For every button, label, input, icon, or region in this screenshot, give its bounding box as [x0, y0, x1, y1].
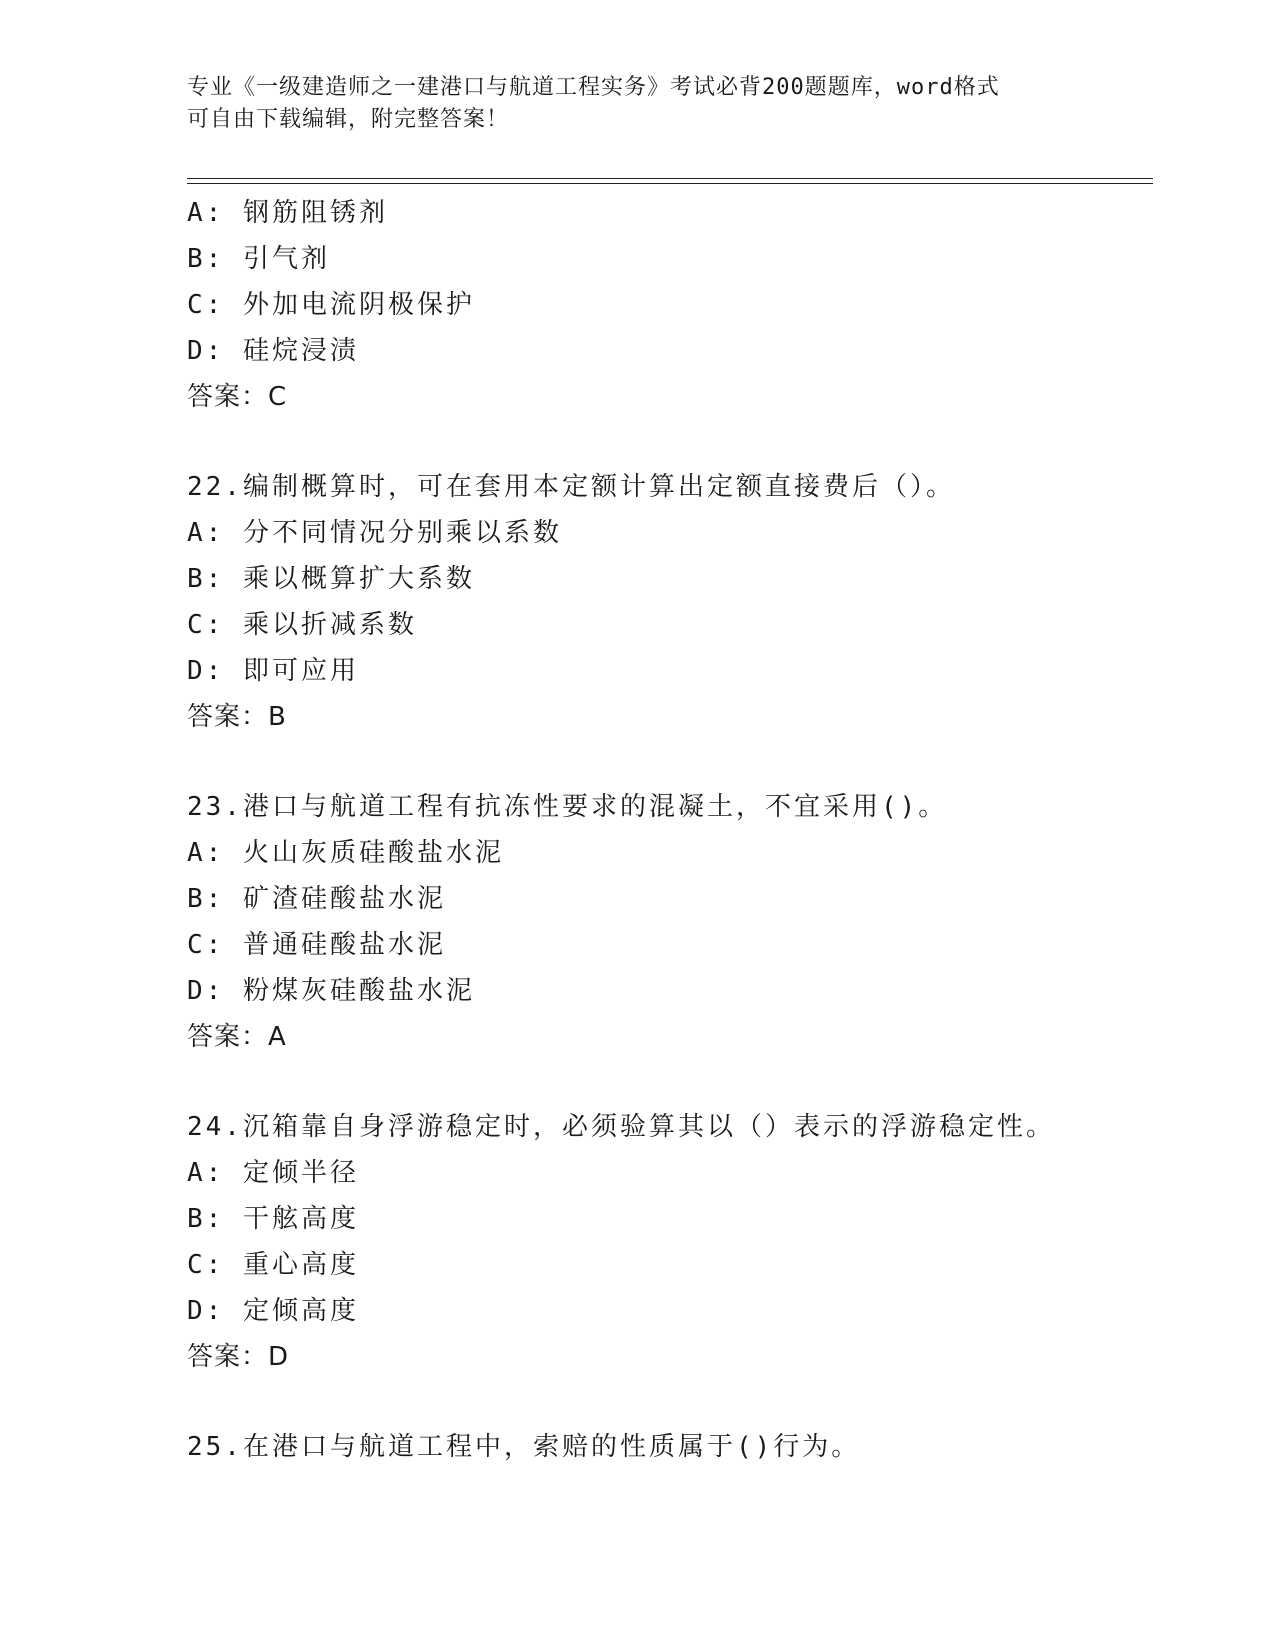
- option-b: B: 矿渣硅酸盐水泥: [187, 884, 446, 914]
- question-stem: 23.港口与航道工程有抗冻性要求的混凝土，不宜采用()。: [187, 792, 948, 822]
- option-c: C: 普通硅酸盐水泥: [187, 930, 446, 960]
- question-stem: 22.编制概算时，可在套用本定额计算出定额直接费后（）。: [187, 472, 955, 502]
- option-a: A: 分不同情况分别乘以系数: [187, 518, 562, 548]
- header-line-2: 可自由下载编辑，附完整答案！: [187, 107, 510, 132]
- option-b: B: 干舷高度: [187, 1204, 359, 1234]
- option-a: A: 火山灰质硅酸盐水泥: [187, 838, 504, 868]
- question-list: [187, 190, 1153, 1470]
- spacer: [187, 1060, 1153, 1104]
- question-22: [187, 464, 1153, 740]
- question-23: [187, 784, 1153, 1060]
- question-stem: 24.沉箱靠自身浮游稳定时，必须验算其以（）表示的浮游稳定性。: [187, 1112, 1055, 1142]
- answer-line: 答案：A: [187, 1022, 287, 1052]
- option-d: D: 硅烷浸渍: [187, 336, 359, 366]
- option-c: C: 重心高度: [187, 1250, 359, 1280]
- document-header: [187, 72, 1087, 136]
- answer-line: 答案：B: [187, 702, 287, 732]
- option-d: D: 粉煤灰硅酸盐水泥: [187, 976, 475, 1006]
- spacer: [187, 420, 1153, 464]
- header-divider-top: [187, 178, 1153, 179]
- header-line-1: 专业《一级建造师之一建港口与航道工程实务》考试必背200题题库，word格式: [187, 75, 1000, 100]
- option-c: C: 乘以折减系数: [187, 610, 417, 640]
- spacer: [187, 1380, 1153, 1424]
- question-24: [187, 1104, 1153, 1380]
- answer-line: 答案：D: [187, 1342, 290, 1372]
- option-a: A: 定倾半径: [187, 1158, 359, 1188]
- spacer: [187, 740, 1153, 784]
- option-b: B: 引气剂: [187, 244, 330, 274]
- option-a: A: 钢筋阻锈剂: [187, 198, 388, 228]
- option-d: D: 即可应用: [187, 656, 359, 686]
- question-21: [187, 190, 1153, 420]
- header-divider-bottom: [187, 183, 1153, 184]
- option-c: C: 外加电流阴极保护: [187, 290, 475, 320]
- question-stem: 25.在港口与航道工程中，索赔的性质属于()行为。: [187, 1432, 861, 1462]
- question-25: [187, 1424, 1153, 1470]
- answer-line: 答案：C: [187, 382, 288, 412]
- option-d: D: 定倾高度: [187, 1296, 359, 1326]
- option-b: B: 乘以概算扩大系数: [187, 564, 475, 594]
